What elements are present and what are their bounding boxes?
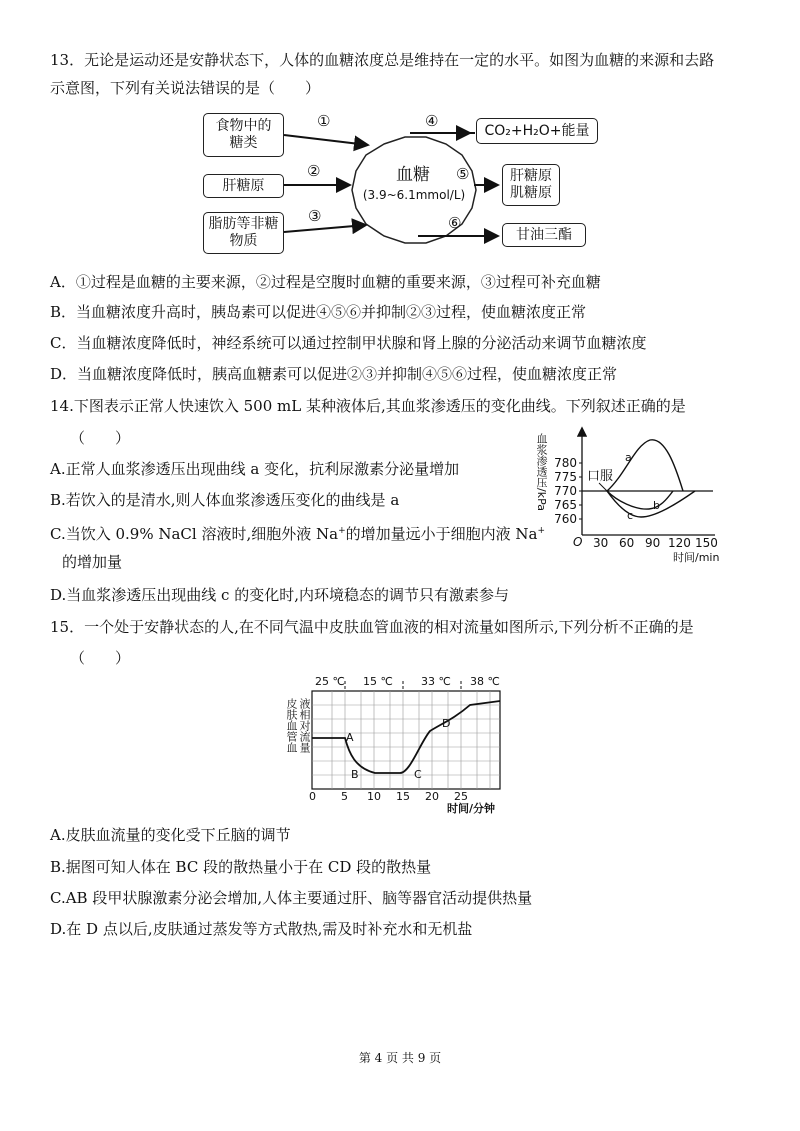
plot-frame [312,691,500,789]
q15-stem-line2: （ ） [70,649,131,667]
q15-option-c: C.AB 段甲状腺激素分泌会增加,人体主要通过肝、脑等器官活动提供热量 [50,889,533,907]
label-3: ③ [308,207,322,225]
q13-stem-line2: 示意图，下列有关说法错误的是（ ） [50,79,321,97]
q13-option-b: B．当血糖浓度升高时，胰岛素可以促进④⑤⑥并抑制②③过程，使血糖浓度正常 [50,303,587,321]
x-axis-label: 时间/min [673,551,720,564]
q13-option-d: D．当血糖浓度降低时，胰高血糖素可以促进②③并抑制④⑤⑥过程，使血糖浓度正常 [50,365,618,383]
source-liver-glycogen: 肝糖原 [203,174,284,198]
ytick-label-765: 765 [554,498,577,512]
xtick-20: 20 [425,790,439,803]
curve-c [607,491,695,517]
q14-stem-line1: 14.下图表示正常人快速饮入 500 mL 某种液体后,其血浆渗透压的变化曲线。下列叙述正确的是 [50,397,686,415]
temp-38: 38 ℃ [470,675,500,688]
ytick-label-760: 760 [554,512,577,526]
xtick-0: 0 [309,790,316,803]
q13-stem-line1: 13．无论是运动还是安静状态下，人体的血糖浓度总是维持在一定的水平。如图为血糖的来源和去路 [50,51,715,69]
q14-stem-line2: （ ） [70,429,131,447]
q15-option-d: D.在 D 点以后,皮肤通过蒸发等方式散热,需及时补充水和无机盐 [50,920,473,938]
annotation-pointer [599,483,607,491]
label-6: ⑥ [448,214,462,232]
label-4: ④ [425,112,439,130]
q14-option-a: A.正常人血浆渗透压出现曲线 a 变化，抗利尿激素分泌量增加 [50,460,460,478]
source-food-sugar: 食物中的糖类 [203,113,284,157]
source-non-sugar: 脂肪等非糖物质 [203,212,284,254]
q13-option-c: C．当血糖浓度降低时，神经系统可以通过控制甲状腺和肾上腺的分泌活动来调节血糖浓度 [50,334,647,352]
q15-stem: 15．一个处于安静状态的人,在不同气温中皮肤血管血液的相对流量如图所示,下列分析不正确的是 [50,618,694,636]
curve-b [607,491,673,509]
skin-blood-flow-chart [285,673,515,813]
blood-glucose-diagram [200,110,620,260]
q15-option-b: B.据图可知人体在 BC 段的散热量小于在 CD 段的散热量 [50,858,432,876]
label-1: ① [317,112,331,130]
curve-label-c: c [627,509,634,522]
xtick-5: 5 [341,790,348,803]
osmotic-pressure-chart [535,425,765,565]
center-range: (3.9~6.1mmol/L) [362,188,466,202]
xtick-120: 120 [668,536,691,550]
point-b: B [351,768,359,781]
annotation-oral: 口服 [587,469,614,484]
xtick-10: 10 [367,790,381,803]
q13-option-a: A．①过程是血糖的主要来源，②过程是空腹时血糖的重要来源，③过程可补充血糖 [50,273,601,291]
sink-triglyceride: 甘油三酯 [502,223,586,247]
curve-a [607,440,683,491]
xtick-90: 90 [645,536,661,550]
point-d: D [442,717,451,730]
y-axis-label-1: 皮肤血管血 [285,698,298,753]
point-a: A [346,731,354,744]
q14-option-c: C.当饮入 0.9% NaCl 溶液时,细胞外液 Na+的增加量远小于细胞内液 Na+ [50,525,546,543]
curve-label-a: a [625,451,632,464]
label-5: ⑤ [456,165,470,183]
page-footer: 第 4 页 共 9 页 [358,1051,442,1065]
origin-label: O [573,535,583,549]
xtick-30: 30 [593,536,609,550]
xtick-15: 15 [396,790,410,803]
temp-15: 15 ℃ [363,675,393,688]
center-title: 血糖 [396,165,430,185]
q14-option-c-cont: 的增加量 [62,553,123,571]
sink-glycogen: 肝糖原肌糖原 [502,164,560,206]
xtick-150: 150 [695,536,718,550]
y-axis-label: 血浆渗透压/kPa [535,433,548,511]
flow-curve [312,701,500,773]
curve-label-b: b [653,499,660,512]
point-c: C [414,768,422,781]
q15-option-a: A.皮肤血流量的变化受下丘脑的调节 [50,826,291,844]
temp-33: 33 ℃ [421,675,451,688]
xtick-60: 60 [619,536,635,550]
q14-option-d: D.当血浆渗透压出现曲线 c 的变化时,内环境稳态的调节只有激素参与 [50,586,509,604]
x-axis-label: 时间/分钟 [447,802,496,815]
sink-energy: CO₂+H₂O+能量 [476,118,598,144]
arrow-3 [284,225,366,232]
temp-25: 25 ℃ [315,675,345,688]
y-axis-label-2: 液相对流量 [298,698,311,753]
label-2: ② [307,162,321,180]
ytick-label-770: 770 [554,484,577,498]
xtick-25: 25 [454,790,468,803]
ytick-label-780: 780 [554,456,577,470]
arrow-1 [284,135,368,145]
ytick-label-775: 775 [554,470,577,484]
q14-option-b: B.若饮入的是清水,则人体血浆渗透压变化的曲线是 a [50,491,400,509]
